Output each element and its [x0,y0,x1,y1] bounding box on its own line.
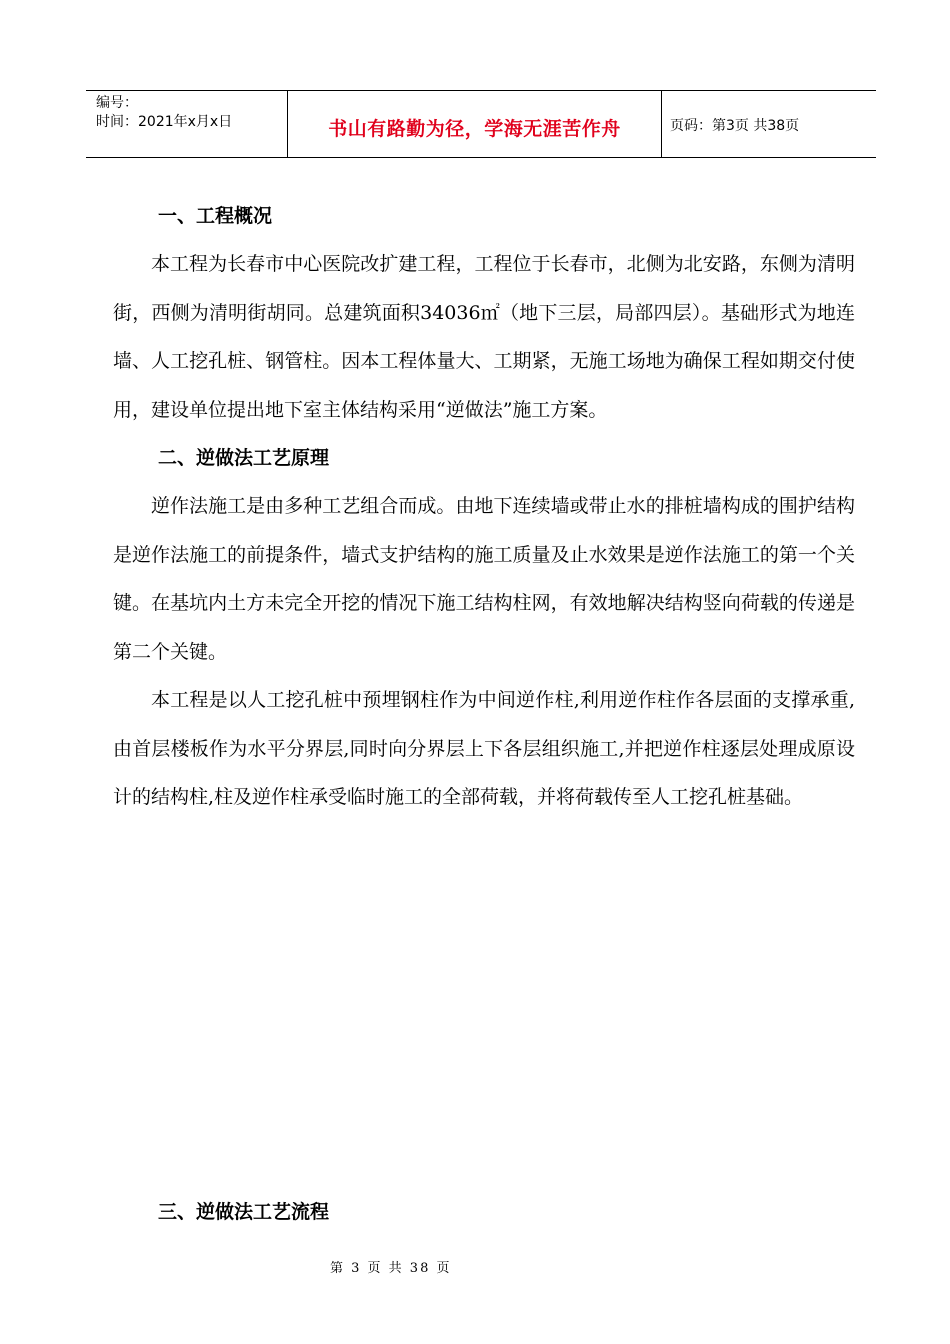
section-paragraph: 本工程为长春市中心医院改扩建工程，工程位于长春市，北侧为北安路，东侧为清明街，西侧为清明街胡同。总建筑面积34036㎡（地下三层，局部四层）。基础形式为地连墙、人工挖孔桩、钢管柱。因本工程体量大、工期紧，无施工场地为确保工程如期交付使用，建设单位提出地下室主体结构采用“逆做法”施工方案。 [113,253,855,421]
section-paragraph: 逆作法施工是由多种工艺组合而成。由地下连续墙或带止水的排桩墙构成的围护结构是逆作法施工的前提条件，墙式支护结构的施工质量及止水效果是逆作法施工的第一个关键。在基坑内土方未完全开挖的情况下施工结构柱网，有效地解决结构竖向荷载的传递是第二个关键。 [113,495,855,663]
document-number-label: 编号： [96,95,138,111]
section-heading-principle: 二、逆做法工艺原理 [158,447,330,469]
section-heading-overview: 一、工程概况 [158,205,273,227]
document-time-label: 时间：2021年x月x日 [96,114,233,130]
section-heading-process: 三、逆做法工艺流程 [158,1201,330,1223]
header-motto: 书山有路勤为径，学海无涯苦作舟 [328,117,621,140]
page-footer: 第 3 页 共 38 页 [330,1261,452,1276]
document-body [113,192,855,822]
section-paragraph: 本工程是以人工挖孔桩中预埋钢柱作为中间逆作柱,利用逆作柱作各层面的支撑承重,由首层楼板作为水平分界层,同时向分界层上下各层组织施工,并把逆作柱逐层处理成原设计的结构柱,柱及逆作柱承受临时施工的全部荷载，并将荷载传至人工挖孔桩基础。 [113,689,855,808]
header-page-info: 页码：第3页 共38页 [670,118,800,134]
header-motto-cell [288,91,662,157]
page-header [86,90,876,158]
header-meta-cell [86,91,288,157]
header-page-cell [662,91,876,157]
